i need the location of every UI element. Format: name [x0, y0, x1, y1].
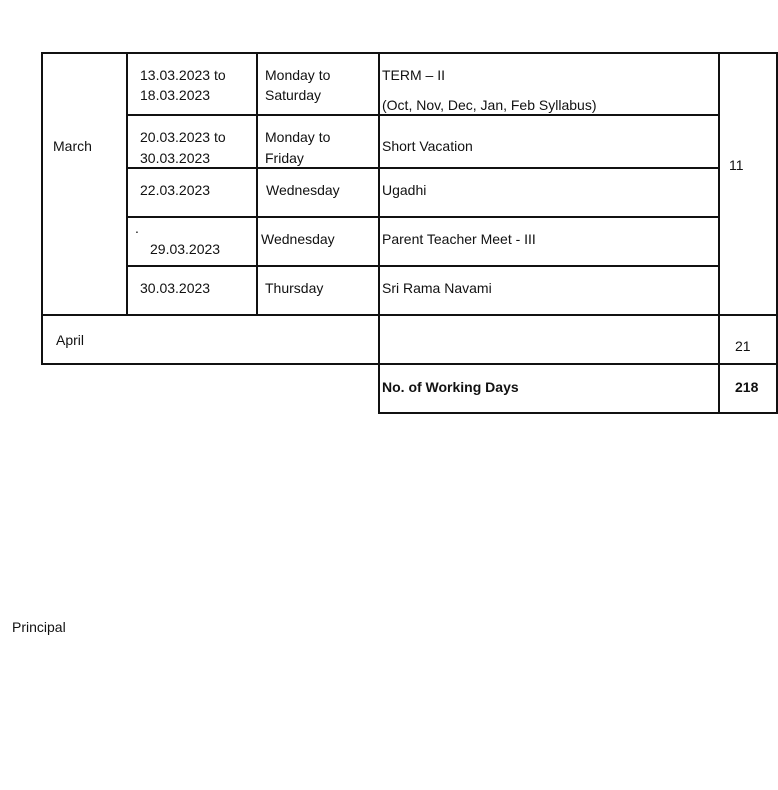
day-cell: Saturday: [265, 87, 322, 103]
day-cell: Wednesday: [261, 231, 335, 247]
date-cell: 30.03.2023: [140, 280, 211, 296]
table-border: [41, 363, 777, 365]
table-border: [718, 52, 720, 414]
total-label: No. of Working Days: [382, 379, 519, 395]
total-value: 218: [735, 379, 759, 395]
day-cell: Thursday: [265, 280, 324, 296]
event-cell: Parent Teacher Meet - III: [382, 231, 536, 247]
working-days-count: 21: [735, 338, 751, 354]
event-cell: Sri Rama Navami: [382, 280, 492, 296]
day-cell: Monday to: [265, 129, 331, 145]
date-cell: 18.03.2023: [140, 87, 211, 103]
table-border: [41, 52, 43, 365]
table-border: [127, 167, 719, 169]
table-border: [256, 52, 258, 316]
table-border: [126, 52, 128, 316]
date-cell: 20.03.2023 to: [140, 129, 226, 145]
event-cell: (Oct, Nov, Dec, Jan, Feb Syllabus): [382, 97, 597, 113]
month-label: March: [53, 138, 92, 154]
day-cell: Wednesday: [266, 182, 340, 198]
date-cell: 13.03.2023 to: [140, 67, 226, 83]
table-border: [41, 314, 777, 316]
event-cell: TERM – II: [382, 67, 446, 83]
date-cell: 22.03.2023: [140, 182, 211, 198]
working-days-count: 11: [729, 157, 744, 173]
table-border: [41, 52, 719, 54]
table-border: [378, 52, 380, 414]
month-label: April: [56, 332, 85, 348]
date-cell: 29.03.2023: [150, 241, 221, 257]
event-cell: Ugadhi: [382, 182, 427, 198]
day-cell: Friday: [265, 150, 304, 166]
event-cell: Short Vacation: [382, 138, 473, 154]
principal-signature-label: Principal: [12, 619, 66, 635]
stray-dot: .: [135, 220, 139, 236]
day-cell: Monday to: [265, 67, 331, 83]
table-border: [127, 265, 719, 267]
date-cell: 30.03.2023: [140, 150, 211, 166]
table-border: [127, 216, 719, 218]
table-border: [719, 52, 777, 54]
